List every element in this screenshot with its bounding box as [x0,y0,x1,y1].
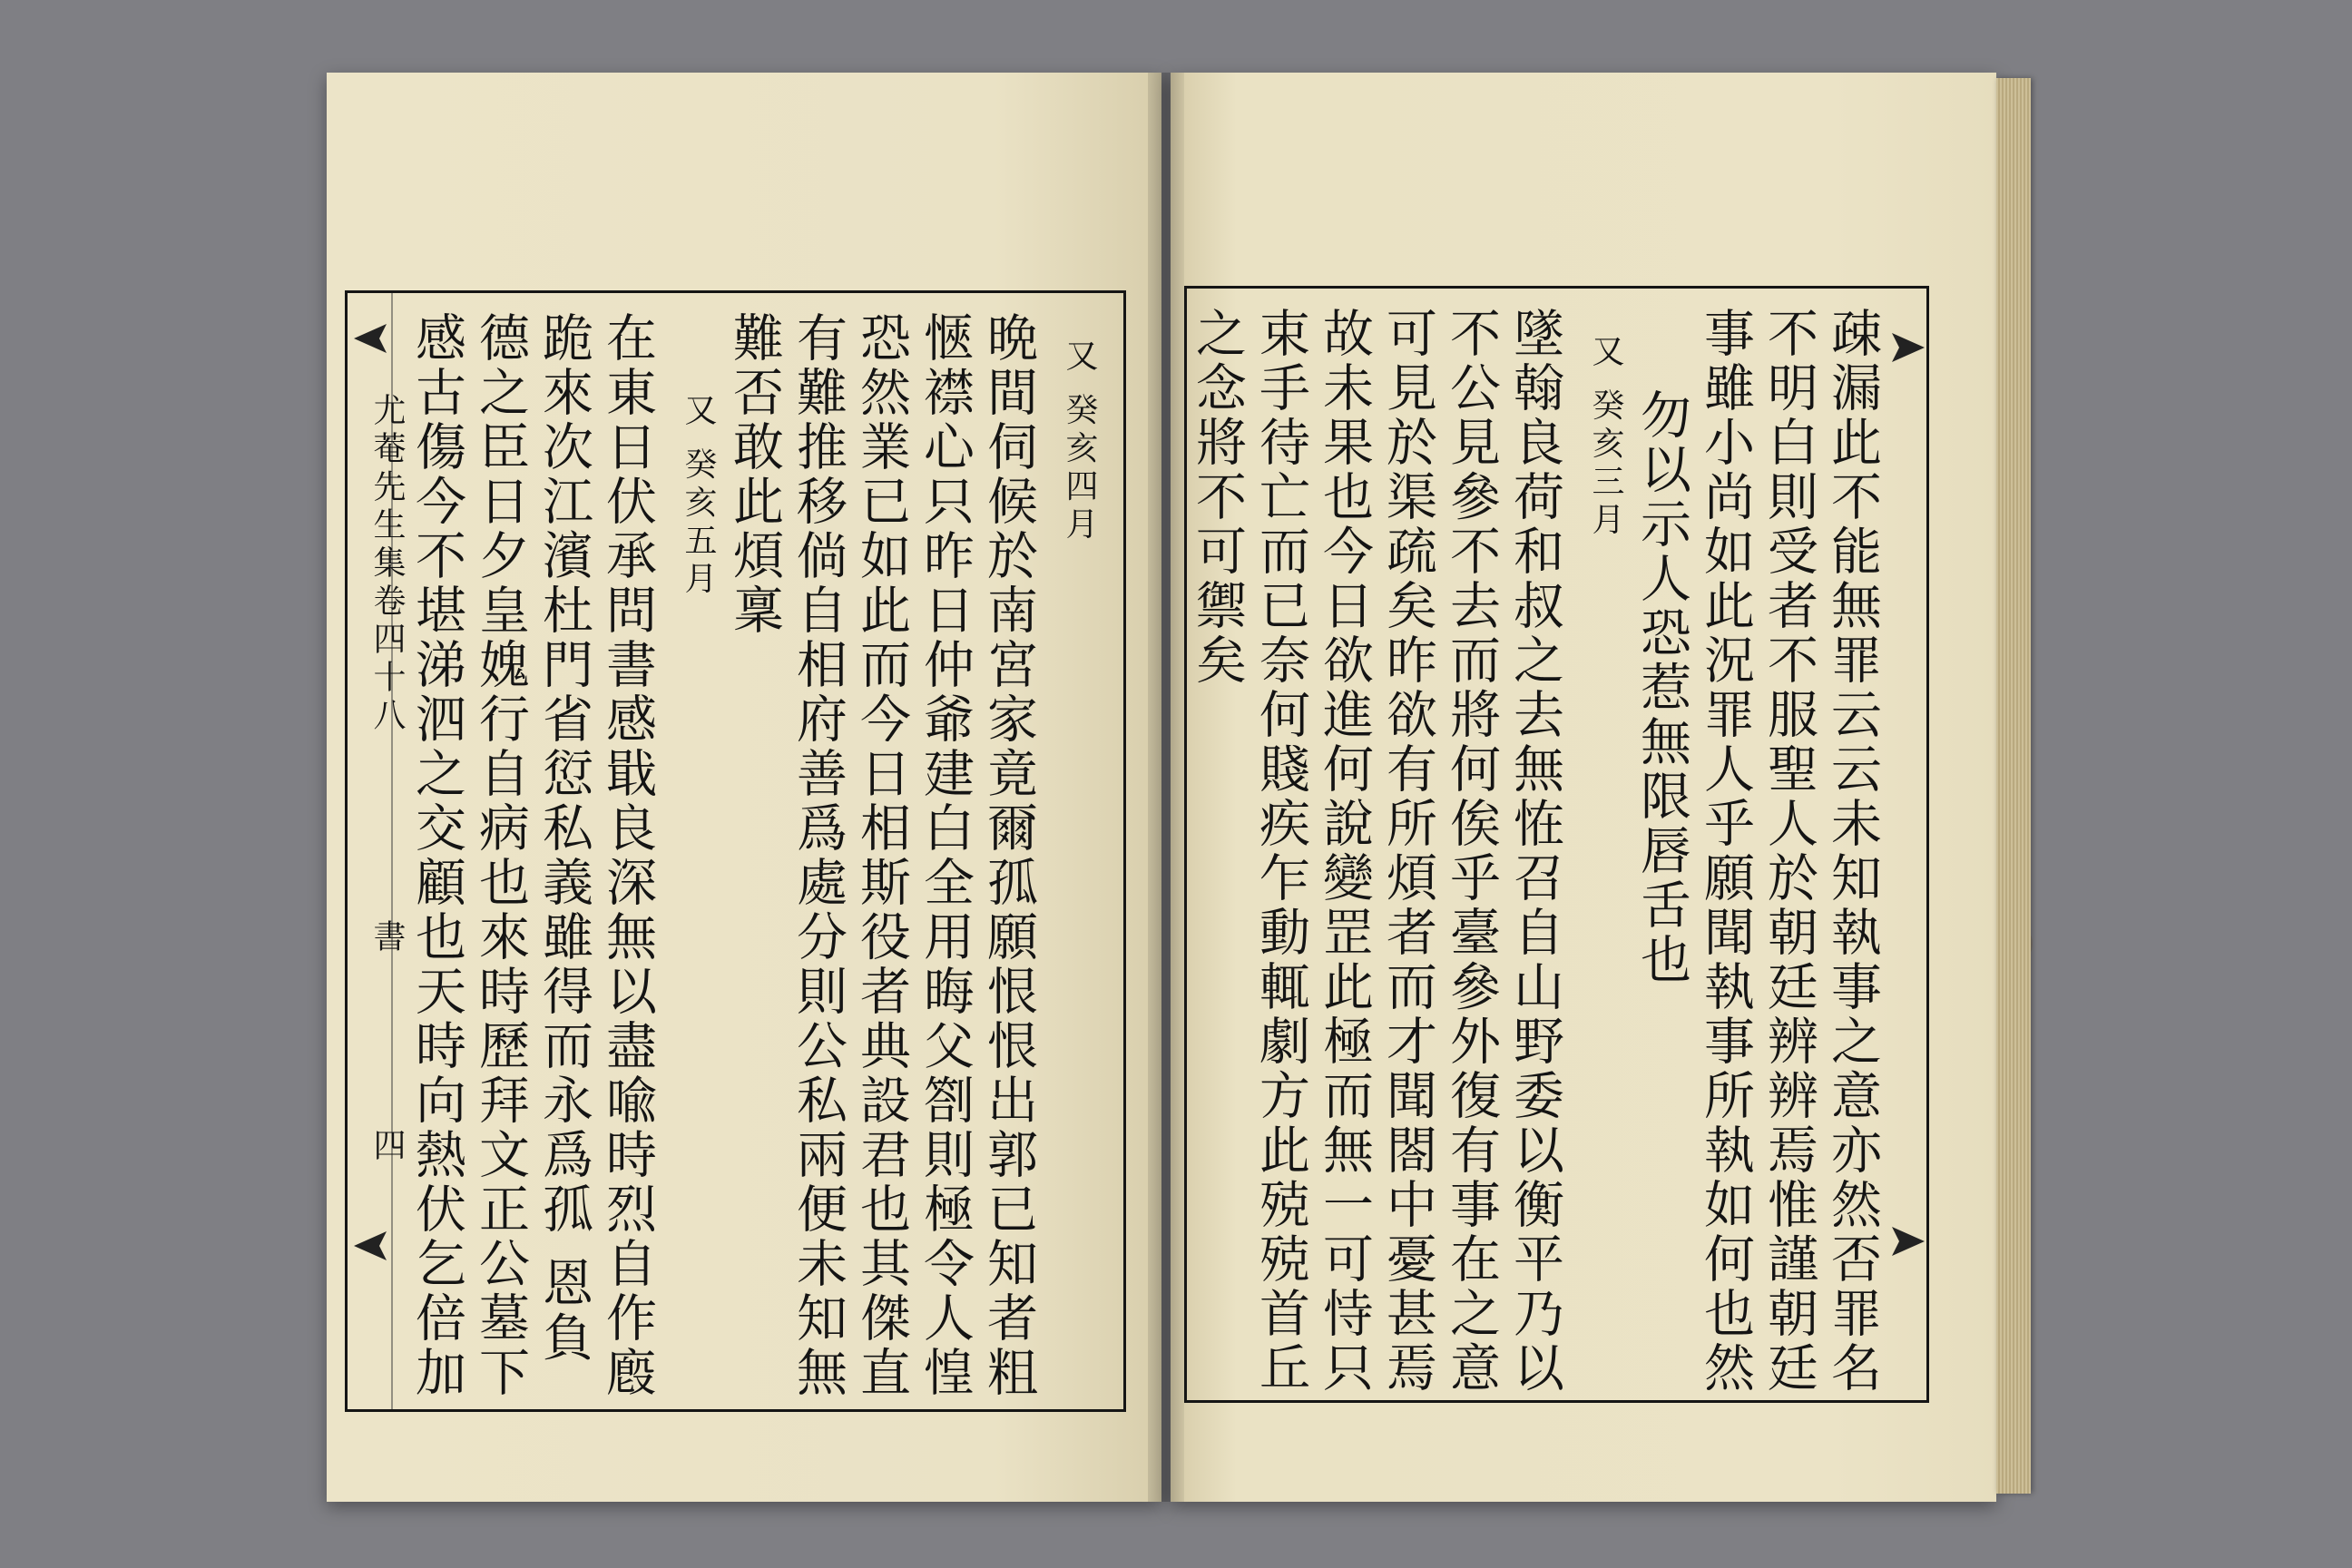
right-text-frame [1184,286,1929,1403]
text-column: 之念將不可禦矣 [1188,307,1247,688]
open-book [327,73,2033,1502]
text-column: 有難推移倘自相府善爲處分則公私兩便未知無 [789,311,848,1400]
text-column: 束手待亡而已奈何賤疾乍動輒劇方此殑殑首丘 [1251,307,1310,1396]
text-column: 勿以示人恐惹無限唇舌也 [1632,388,1691,987]
text-column: 難否敢此煩稟 [725,311,784,638]
text-column: 故未果也今日欲進何說變罡此極而無一可恃只 [1315,307,1374,1396]
right-page [1171,73,1996,1502]
page-edges [1996,78,2031,1494]
margin-title: 尤菴先生集卷四十八 [368,393,406,736]
text-column: 恐然業已如此而今日相斯役者典設君也其傑直 [852,311,911,1400]
margin-section: 書 [368,919,406,957]
text-column: 在東日伏承問書感戢良深無以盡喩時烈自作廏 [598,311,657,1400]
margin-page-number: 四 [368,1128,406,1166]
text-column: 墜翰良荷和叔之去無恠召自山野委以衡平乃以 [1505,307,1564,1396]
letter-heading: 又 癸亥四月 [1061,338,1098,545]
left-text-frame [345,290,1126,1412]
text-column: 跪來次江濱杜門省愆私義雖得而永爲孤 恩負 [534,311,593,1366]
fish-tail-ornament-icon [352,1228,388,1264]
text-column: 愜襟心只昨日仲爺建白全用晦父劄則極令人惶 [916,311,975,1400]
letter-heading: 又 癸亥三月 [1587,334,1624,541]
text-column: 疎漏此不能無罪云云未知執事之意亦然否罪名 [1823,307,1882,1396]
text-column: 晩間伺候於南宮家竟爾孤願恨恨出郭已知者粗 [979,311,1038,1400]
letter-heading: 又 癸亥五月 [680,393,717,600]
text-column: 可見於渠疏矣昨欲有所煩者而才聞閤中憂甚焉 [1378,307,1437,1396]
text-column: 德之臣日夕皇媿行自病也來時歷拜文正公墓下 [471,311,530,1400]
text-column: 不明白則受者不服聖人於朝廷辨辨焉惟謹朝廷 [1759,307,1818,1396]
text-column: 不公見參不去而將何俟乎臺參外復有事在之意 [1442,307,1501,1396]
text-column: 感古傷今不堪涕泗之交顧也天時向熱伏乞倍加 [407,311,466,1400]
left-page [327,73,1161,1502]
fish-tail-ornament-icon [1890,1223,1926,1259]
text-column: 事雖小尚如此況罪人乎願聞執事所執如何也然 [1696,307,1755,1396]
fish-tail-ornament-icon [1890,329,1926,366]
book-gutter [1148,73,1184,1502]
fish-tail-ornament-icon [352,320,388,357]
